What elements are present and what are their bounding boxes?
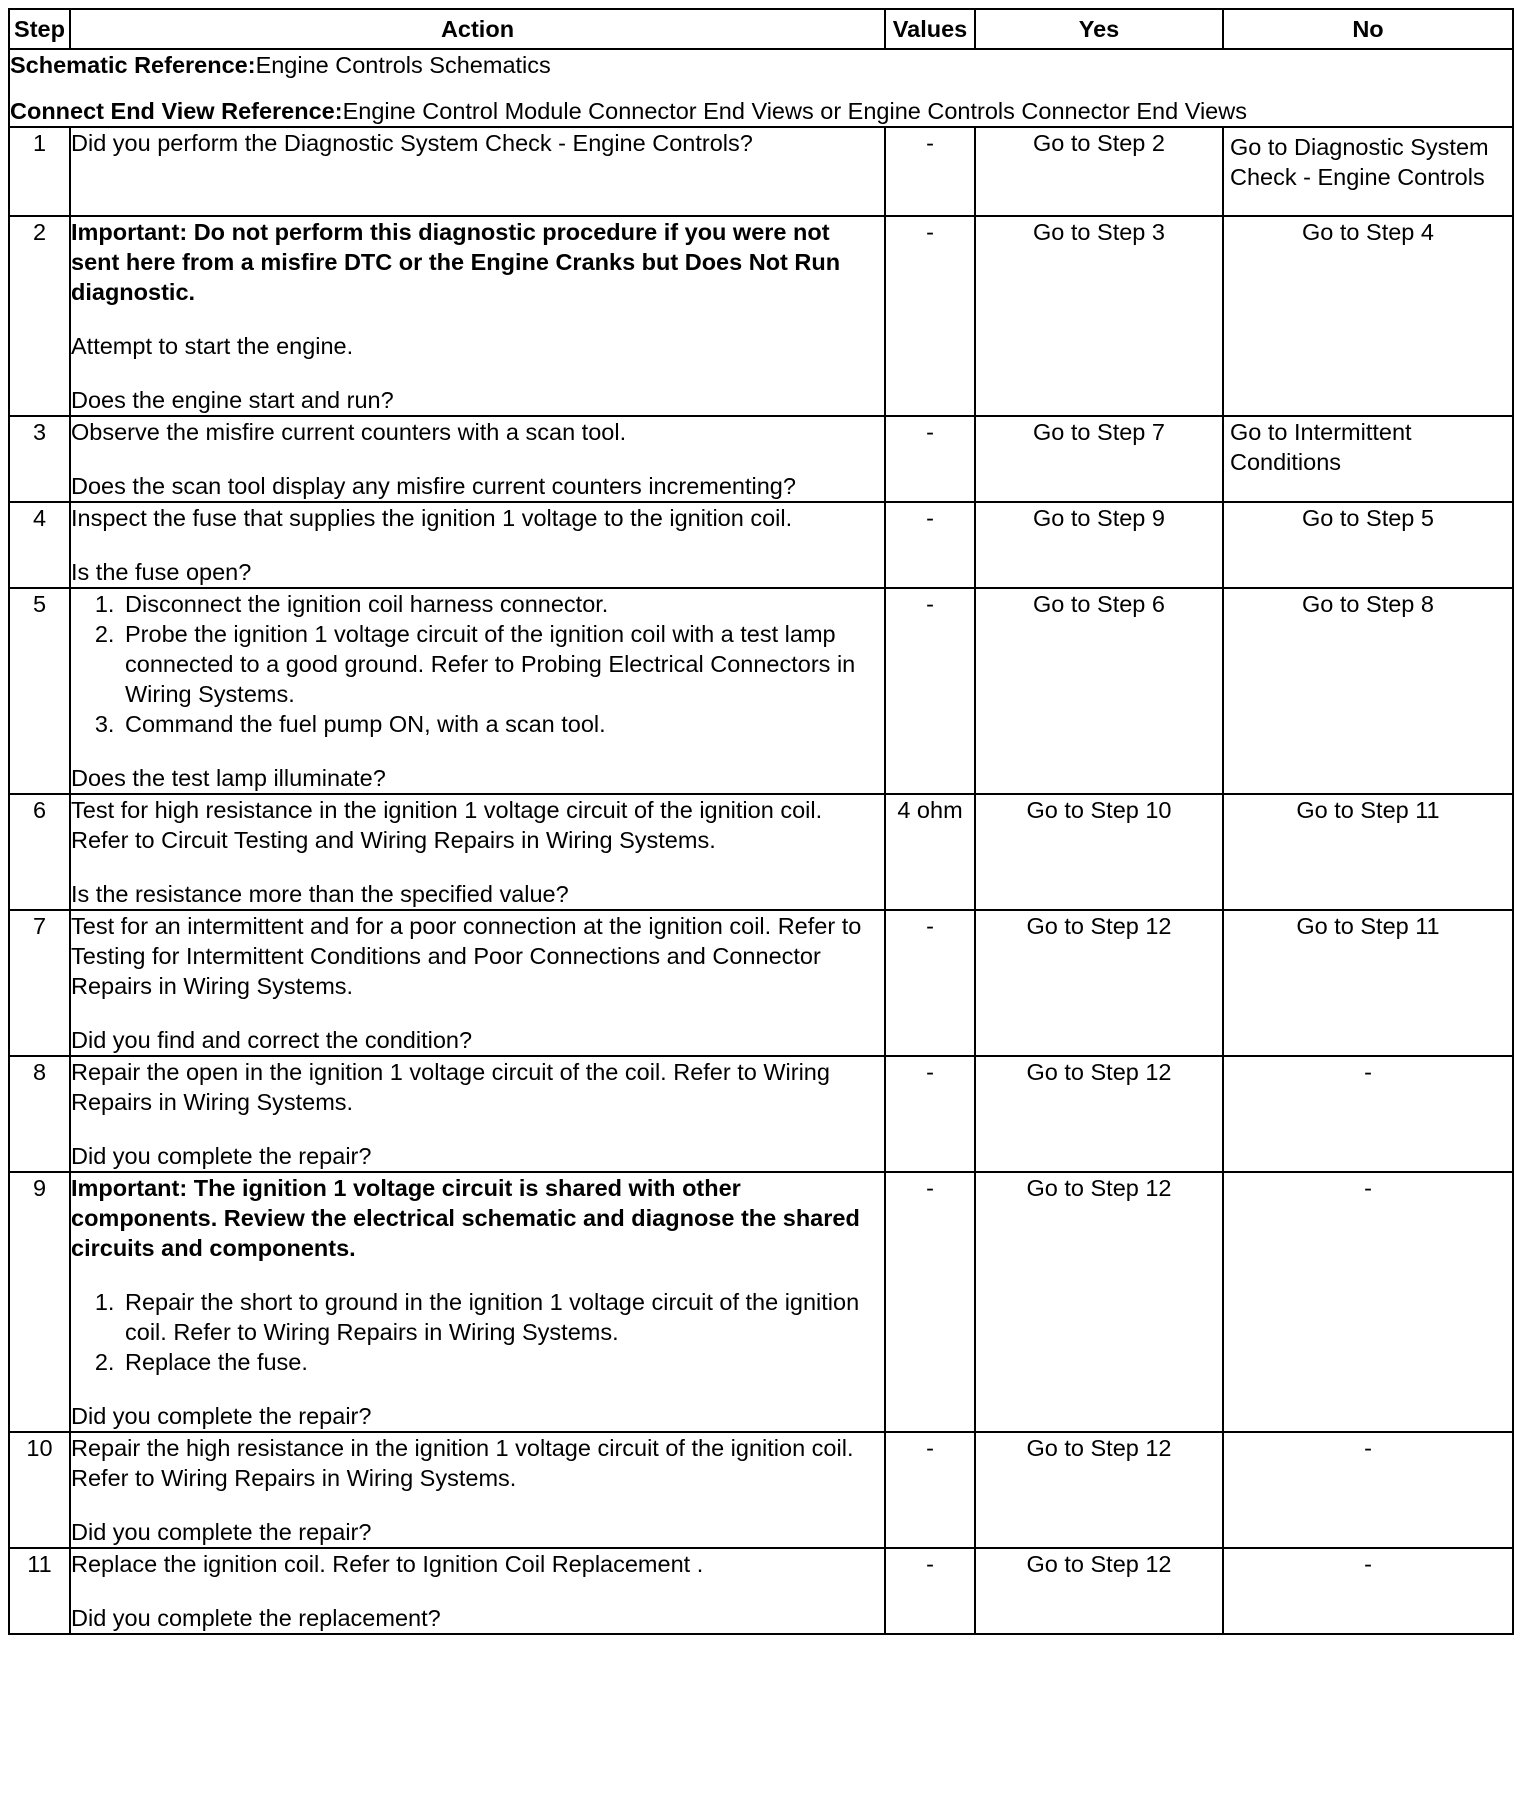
action-cell (70, 588, 885, 794)
table-row (9, 794, 1513, 910)
step-number: 7 (9, 910, 70, 1056)
no-cell: - (1223, 1548, 1513, 1634)
step-number: 8 (9, 1056, 70, 1172)
value-cell: - (885, 127, 975, 216)
step-number: 5 (9, 588, 70, 794)
action-text: Did you perform the Diagnostic System Check - Engine Controls? (71, 130, 753, 156)
list-item: 2. Probe the ignition 1 voltage circuit of the ignition coil with a test lamp connected to a good ground. Refer to Probing Electrical Connectors in Wiring Systems. (121, 619, 884, 709)
step-number: 9 (9, 1172, 70, 1432)
connector-reference-label: Connect End View Reference: (10, 98, 343, 124)
action-question: Does the engine start and run? (71, 387, 394, 413)
action-cell (70, 794, 885, 910)
value-cell: - (885, 1172, 975, 1432)
yes-cell[interactable]: Go to Step 7 (975, 416, 1223, 502)
yes-cell[interactable]: Go to Step 12 (975, 910, 1223, 1056)
reference-row (9, 49, 1513, 127)
yes-cell[interactable]: Go to Step 2 (975, 127, 1223, 216)
yes-cell[interactable]: Go to Step 9 (975, 502, 1223, 588)
action-question: Did you complete the repair? (71, 1403, 372, 1429)
action-text: Test for an intermittent and for a poor connection at the ignition coil. Refer to Testing for Intermittent Conditions and Poor Connections and Connector Repairs in Wiring Systems. (71, 913, 862, 999)
table-row (9, 1432, 1513, 1548)
no-cell[interactable]: Go to Step 11 (1223, 794, 1513, 910)
step-number: 2 (9, 216, 70, 416)
table-row (9, 1548, 1513, 1634)
action-steps-list (71, 589, 884, 739)
value-cell: - (885, 1056, 975, 1172)
connector-reference-link[interactable]: Engine Control Module Connector End Views or Engine Controls Connector End Views (342, 98, 1247, 124)
table-row (9, 216, 1513, 416)
connector-reference (10, 96, 1512, 126)
no-cell[interactable]: Go to Step 4 (1223, 216, 1513, 416)
action-cell (70, 1172, 885, 1432)
step-number: 3 (9, 416, 70, 502)
step-number: 10 (9, 1432, 70, 1548)
action-text: Inspect the fuse that supplies the ignition 1 voltage to the ignition coil. (71, 505, 793, 531)
action-question: Is the fuse open? (71, 559, 252, 585)
action-text: Attempt to start the engine. (71, 333, 354, 359)
value-cell: - (885, 588, 975, 794)
action-cell (70, 910, 885, 1056)
value-cell: 4 ohm (885, 794, 975, 910)
step-number: 6 (9, 794, 70, 910)
no-cell: - (1223, 1056, 1513, 1172)
action-question: Does the test lamp illuminate? (71, 765, 386, 791)
value-cell: - (885, 416, 975, 502)
list-item: 2. Replace the fuse. (121, 1347, 884, 1377)
yes-cell[interactable]: Go to Step 6 (975, 588, 1223, 794)
table-row (9, 1056, 1513, 1172)
action-text: Repair the high resistance in the ignition 1 voltage circuit of the ignition coil. Refer to Wiring Repairs in Wiring Systems. (71, 1435, 854, 1491)
action-cell (70, 502, 885, 588)
header-action: Action (70, 9, 885, 49)
action-cell (70, 1432, 885, 1548)
yes-cell[interactable]: Go to Step 12 (975, 1548, 1223, 1634)
header-values: Values (885, 9, 975, 49)
important-note: Important: Do not perform this diagnostic procedure if you were not sent here from a misfire DTC or the Engine Cranks but Does Not Run diagnostic. (71, 219, 841, 305)
list-item: 3. Command the fuel pump ON, with a scan tool. (121, 709, 884, 739)
no-cell[interactable]: Go to Step 11 (1223, 910, 1513, 1056)
table-row (9, 416, 1513, 502)
step-number: 11 (9, 1548, 70, 1634)
yes-cell[interactable]: Go to Step 3 (975, 216, 1223, 416)
table-row (9, 910, 1513, 1056)
step-number: 4 (9, 502, 70, 588)
no-cell[interactable]: Go to Intermittent Conditions (1223, 416, 1513, 502)
header-yes: Yes (975, 9, 1223, 49)
yes-cell[interactable]: Go to Step 12 (975, 1432, 1223, 1548)
reference-cell (9, 49, 1513, 127)
header-row (9, 9, 1513, 49)
step-number: 1 (9, 127, 70, 216)
action-question: Does the scan tool display any misfire current counters incrementing? (71, 473, 796, 499)
yes-cell[interactable]: Go to Step 12 (975, 1056, 1223, 1172)
schematic-reference-label: Schematic Reference: (10, 52, 256, 78)
action-cell (70, 1548, 885, 1634)
schematic-reference-link[interactable]: Engine Controls Schematics (255, 52, 551, 78)
action-question: Did you complete the repair? (71, 1143, 372, 1169)
action-text: Repair the open in the ignition 1 voltage circuit of the coil. Refer to Wiring Repairs in Wiring Systems. (71, 1059, 830, 1115)
header-no: No (1223, 9, 1513, 49)
important-note: Important: The ignition 1 voltage circuit is shared with other components. Review the electrical schematic and diagnose the shared circuits and components. (71, 1175, 860, 1261)
no-cell[interactable]: Go to Step 8 (1223, 588, 1513, 794)
action-text: Observe the misfire current counters with a scan tool. (71, 419, 627, 445)
table-row (9, 127, 1513, 216)
action-question: Is the resistance more than the specified value? (71, 881, 569, 907)
action-question: Did you complete the repair? (71, 1519, 372, 1545)
action-cell (70, 216, 885, 416)
value-cell: - (885, 1548, 975, 1634)
action-steps-list (71, 1287, 884, 1377)
action-question: Did you find and correct the condition? (71, 1027, 473, 1053)
no-cell: - (1223, 1172, 1513, 1432)
diagnostic-table (8, 8, 1514, 1635)
action-text: Test for high resistance in the ignition 1 voltage circuit of the ignition coil. Refer to Circuit Testing and Wiring Repairs in Wiring Systems. (71, 797, 823, 853)
value-cell: - (885, 910, 975, 1056)
value-cell: - (885, 1432, 975, 1548)
value-cell: - (885, 216, 975, 416)
table-row (9, 588, 1513, 794)
table-row (9, 1172, 1513, 1432)
action-cell (70, 416, 885, 502)
value-cell: - (885, 502, 975, 588)
action-cell (70, 1056, 885, 1172)
list-item: 1. Repair the short to ground in the ignition 1 voltage circuit of the ignition coil. Refer to Wiring Repairs in Wiring Systems. (121, 1287, 884, 1347)
table-row (9, 502, 1513, 588)
no-cell[interactable]: Go to Step 5 (1223, 502, 1513, 588)
action-cell (70, 127, 885, 216)
list-item: 1. Disconnect the ignition coil harness connector. (121, 589, 884, 619)
yes-cell[interactable]: Go to Step 12 (975, 1172, 1223, 1432)
action-text: Replace the ignition coil. Refer to Ignition Coil Replacement . (71, 1551, 704, 1577)
header-step: Step (9, 9, 70, 49)
no-cell: - (1223, 1432, 1513, 1548)
no-cell[interactable]: Go to Diagnostic System Check - Engine Controls (1223, 127, 1513, 216)
action-question: Did you complete the replacement? (71, 1605, 441, 1631)
schematic-reference (10, 50, 1512, 80)
yes-cell[interactable]: Go to Step 10 (975, 794, 1223, 910)
